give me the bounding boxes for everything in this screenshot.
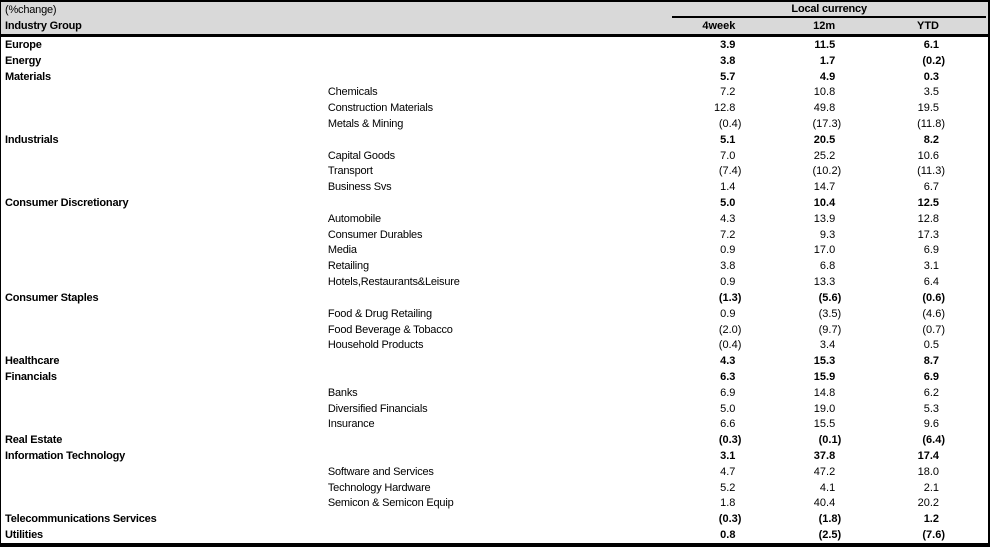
value-YTD: (0.6) bbox=[922, 291, 946, 304]
value-YTD: (4.6) bbox=[922, 307, 945, 320]
value-4week: (0.3) bbox=[718, 513, 742, 526]
table-body bbox=[1, 37, 988, 543]
value-4week: 0.9 bbox=[720, 244, 736, 257]
value-4week: 3.9 bbox=[720, 38, 736, 51]
industry-group-label: Europe bbox=[5, 38, 42, 51]
sub-industry-label: Transport bbox=[327, 165, 373, 178]
value-12m: 37.8 bbox=[813, 450, 836, 463]
industry-group-label: Real Estate bbox=[5, 434, 63, 447]
table-row bbox=[1, 227, 988, 243]
value-4week: 6.9 bbox=[720, 386, 736, 399]
value-YTD: 17.4 bbox=[917, 450, 939, 463]
sub-industry-label: Software and Services bbox=[327, 465, 434, 478]
table-row bbox=[1, 464, 988, 480]
value-YTD: 6.1 bbox=[923, 38, 939, 51]
table-row bbox=[1, 353, 988, 369]
value-12m: 25.2 bbox=[813, 149, 836, 162]
value-4week: (0.3) bbox=[718, 434, 742, 447]
sub-industry-label: Construction Materials bbox=[327, 102, 433, 115]
value-4week: 7.0 bbox=[720, 149, 736, 162]
table-row bbox=[1, 432, 988, 448]
value-12m: 4.9 bbox=[819, 70, 836, 83]
value-12m: (1.8) bbox=[818, 513, 842, 526]
sub-industry-label: Chemicals bbox=[327, 86, 378, 99]
value-12m: (0.1) bbox=[818, 434, 842, 447]
value-YTD: 6.9 bbox=[923, 370, 939, 383]
value-YTD: 8.2 bbox=[923, 133, 939, 146]
table-row bbox=[1, 164, 988, 180]
header-row-columns bbox=[1, 18, 988, 34]
value-4week: 5.1 bbox=[720, 133, 736, 146]
value-YTD: 6.7 bbox=[923, 181, 939, 194]
value-4week: 3.8 bbox=[720, 260, 736, 273]
table-row bbox=[1, 417, 988, 433]
column-header-12m: 12m bbox=[813, 20, 836, 32]
value-4week: 5.2 bbox=[720, 481, 736, 494]
sub-industry-label: Hotels,Restaurants&Leisure bbox=[327, 276, 460, 289]
sub-industry-label: Technology Hardware bbox=[327, 481, 431, 494]
value-12m: 15.3 bbox=[813, 355, 836, 368]
table-row bbox=[1, 195, 988, 211]
value-4week: 6.3 bbox=[720, 370, 736, 383]
value-12m: 15.5 bbox=[813, 418, 836, 431]
value-12m: 13.3 bbox=[813, 276, 836, 289]
value-YTD: 10.6 bbox=[917, 149, 939, 162]
header-row-top bbox=[1, 2, 988, 18]
value-12m: 11.5 bbox=[814, 38, 836, 51]
value-12m: 6.8 bbox=[819, 260, 836, 273]
value-12m: 3.4 bbox=[819, 339, 836, 352]
industry-group-label: Energy bbox=[5, 54, 42, 67]
value-YTD: 2.1 bbox=[923, 481, 939, 494]
value-YTD: 18.0 bbox=[917, 465, 939, 478]
value-12m: 47.2 bbox=[813, 465, 836, 478]
value-4week: 12.8 bbox=[713, 102, 736, 115]
value-12m: 10.8 bbox=[813, 86, 836, 99]
sub-industry-label: Food & Drug Retailing bbox=[327, 307, 432, 320]
value-12m: (10.2) bbox=[812, 165, 842, 178]
industry-group-header: Industry Group bbox=[5, 20, 82, 32]
value-YTD: 8.7 bbox=[923, 355, 939, 368]
table-row bbox=[1, 337, 988, 353]
table-row bbox=[1, 100, 988, 116]
value-12m: (5.6) bbox=[818, 291, 842, 304]
sub-industry-label: Food Beverage & Tobacco bbox=[327, 323, 453, 336]
sub-industry-label: Consumer Durables bbox=[327, 228, 423, 241]
value-12m: (2.5) bbox=[818, 529, 842, 542]
sub-industry-label: Capital Goods bbox=[327, 149, 395, 162]
value-YTD: (0.2) bbox=[922, 54, 945, 67]
value-4week: 0.9 bbox=[720, 307, 736, 320]
sub-industry-label: Metals & Mining bbox=[327, 117, 404, 130]
value-12m: (3.5) bbox=[818, 307, 842, 320]
value-12m: 20.5 bbox=[813, 133, 836, 146]
value-12m: 9.3 bbox=[819, 228, 836, 241]
table-row bbox=[1, 84, 988, 100]
table-row bbox=[1, 211, 988, 227]
sub-industry-label: Insurance bbox=[327, 418, 375, 431]
value-12m: 14.8 bbox=[813, 386, 836, 399]
sub-industry-label: Household Products bbox=[327, 339, 424, 352]
value-4week: (1.3) bbox=[718, 291, 742, 304]
value-4week: 1.4 bbox=[720, 181, 736, 194]
value-12m: 40.4 bbox=[813, 497, 836, 510]
table-row bbox=[1, 274, 988, 290]
sub-industry-label: Diversified Financials bbox=[327, 402, 428, 415]
value-12m: 4.1 bbox=[819, 481, 836, 494]
industry-group-label: Utilities bbox=[5, 529, 43, 542]
table-row bbox=[1, 37, 988, 53]
value-12m: 10.4 bbox=[813, 197, 836, 210]
value-12m: 14.7 bbox=[813, 181, 836, 194]
value-YTD: 0.5 bbox=[923, 339, 939, 352]
percent-change-label: (%change) bbox=[5, 4, 57, 16]
value-YTD: 1.2 bbox=[923, 513, 939, 526]
value-12m: 19.0 bbox=[813, 402, 836, 415]
value-12m: 1.7 bbox=[819, 54, 836, 67]
table-row bbox=[1, 511, 988, 527]
value-YTD: 17.3 bbox=[917, 228, 939, 241]
industry-group-label: Information Technology bbox=[5, 450, 126, 463]
table-row bbox=[1, 116, 988, 132]
column-header-ytd: YTD bbox=[917, 20, 939, 32]
sub-industry-label: Banks bbox=[327, 386, 358, 399]
industry-group-label: Consumer Discretionary bbox=[5, 197, 129, 210]
table-row bbox=[1, 69, 988, 85]
sub-industry-label: Media bbox=[327, 244, 357, 257]
value-12m: (17.3) bbox=[812, 117, 842, 130]
value-YTD: 9.6 bbox=[923, 418, 939, 431]
value-4week: 3.8 bbox=[720, 54, 736, 67]
table-row bbox=[1, 290, 988, 306]
table-row bbox=[1, 480, 988, 496]
value-YTD: (11.8) bbox=[917, 117, 946, 130]
industry-group-label: Materials bbox=[5, 70, 51, 83]
sub-industry-label: Retailing bbox=[327, 260, 369, 273]
table-row bbox=[1, 369, 988, 385]
value-12m: 17.0 bbox=[813, 244, 836, 257]
value-YTD: (7.6) bbox=[922, 529, 945, 542]
sub-industry-label: Semicon & Semicon Equip bbox=[327, 497, 454, 510]
value-4week: 4.7 bbox=[720, 465, 736, 478]
value-YTD: 6.4 bbox=[923, 276, 939, 289]
value-YTD: 3.1 bbox=[923, 260, 939, 273]
value-4week: 1.8 bbox=[720, 497, 736, 510]
value-YTD: 20.2 bbox=[917, 497, 939, 510]
value-4week: 4.3 bbox=[720, 212, 736, 225]
value-YTD: 12.5 bbox=[917, 197, 939, 210]
industry-group-label: Financials bbox=[5, 370, 57, 383]
value-4week: (0.4) bbox=[718, 339, 742, 352]
value-12m: 49.8 bbox=[813, 102, 836, 115]
value-12m: 13.9 bbox=[813, 212, 836, 225]
value-4week: 6.6 bbox=[720, 418, 736, 431]
industry-group-label: Industrials bbox=[5, 133, 59, 146]
table-row bbox=[1, 148, 988, 164]
table-row bbox=[1, 448, 988, 464]
table-header bbox=[1, 2, 988, 37]
column-header-4week: 4week bbox=[702, 20, 736, 32]
table-row bbox=[1, 385, 988, 401]
value-4week: 5.0 bbox=[720, 197, 736, 210]
value-4week: 3.1 bbox=[720, 450, 736, 463]
value-YTD: 3.5 bbox=[923, 86, 939, 99]
value-4week: 7.2 bbox=[720, 86, 736, 99]
value-4week: 0.9 bbox=[720, 276, 736, 289]
value-YTD: 6.9 bbox=[923, 244, 939, 257]
value-12m: (9.7) bbox=[818, 323, 842, 336]
value-4week: 5.0 bbox=[720, 402, 736, 415]
value-4week: 4.3 bbox=[720, 355, 736, 368]
table-row bbox=[1, 306, 988, 322]
value-YTD: (11.3) bbox=[917, 165, 946, 178]
value-4week: 7.2 bbox=[720, 228, 736, 241]
value-YTD: 19.5 bbox=[917, 102, 939, 115]
value-4week: (2.0) bbox=[718, 323, 742, 336]
value-4week: (7.4) bbox=[718, 165, 742, 178]
local-currency-header: Local currency bbox=[672, 2, 986, 18]
value-12m: 15.9 bbox=[813, 370, 836, 383]
table-row bbox=[1, 258, 988, 274]
table-row bbox=[1, 132, 988, 148]
table-row bbox=[1, 53, 988, 69]
industry-group-label: Healthcare bbox=[5, 355, 60, 368]
value-4week: 5.7 bbox=[720, 70, 736, 83]
sub-industry-label: Automobile bbox=[327, 212, 381, 225]
table-row bbox=[1, 243, 988, 259]
table-row bbox=[1, 322, 988, 338]
value-YTD: 0.3 bbox=[923, 70, 939, 83]
table-row bbox=[1, 527, 988, 543]
value-YTD: 5.3 bbox=[923, 402, 939, 415]
value-4week: (0.4) bbox=[718, 117, 742, 130]
sub-industry-label: Business Svs bbox=[327, 181, 392, 194]
value-YTD: (0.7) bbox=[922, 323, 946, 336]
table-row bbox=[1, 401, 988, 417]
value-YTD: (6.4) bbox=[922, 434, 946, 447]
table-row bbox=[1, 496, 988, 512]
value-YTD: 12.8 bbox=[917, 212, 939, 225]
value-YTD: 6.2 bbox=[923, 386, 939, 399]
value-4week: 0.8 bbox=[720, 529, 736, 542]
industry-group-label: Telecommunications Services bbox=[5, 513, 157, 526]
table-row bbox=[1, 179, 988, 195]
industry-group-label: Consumer Staples bbox=[5, 291, 99, 304]
